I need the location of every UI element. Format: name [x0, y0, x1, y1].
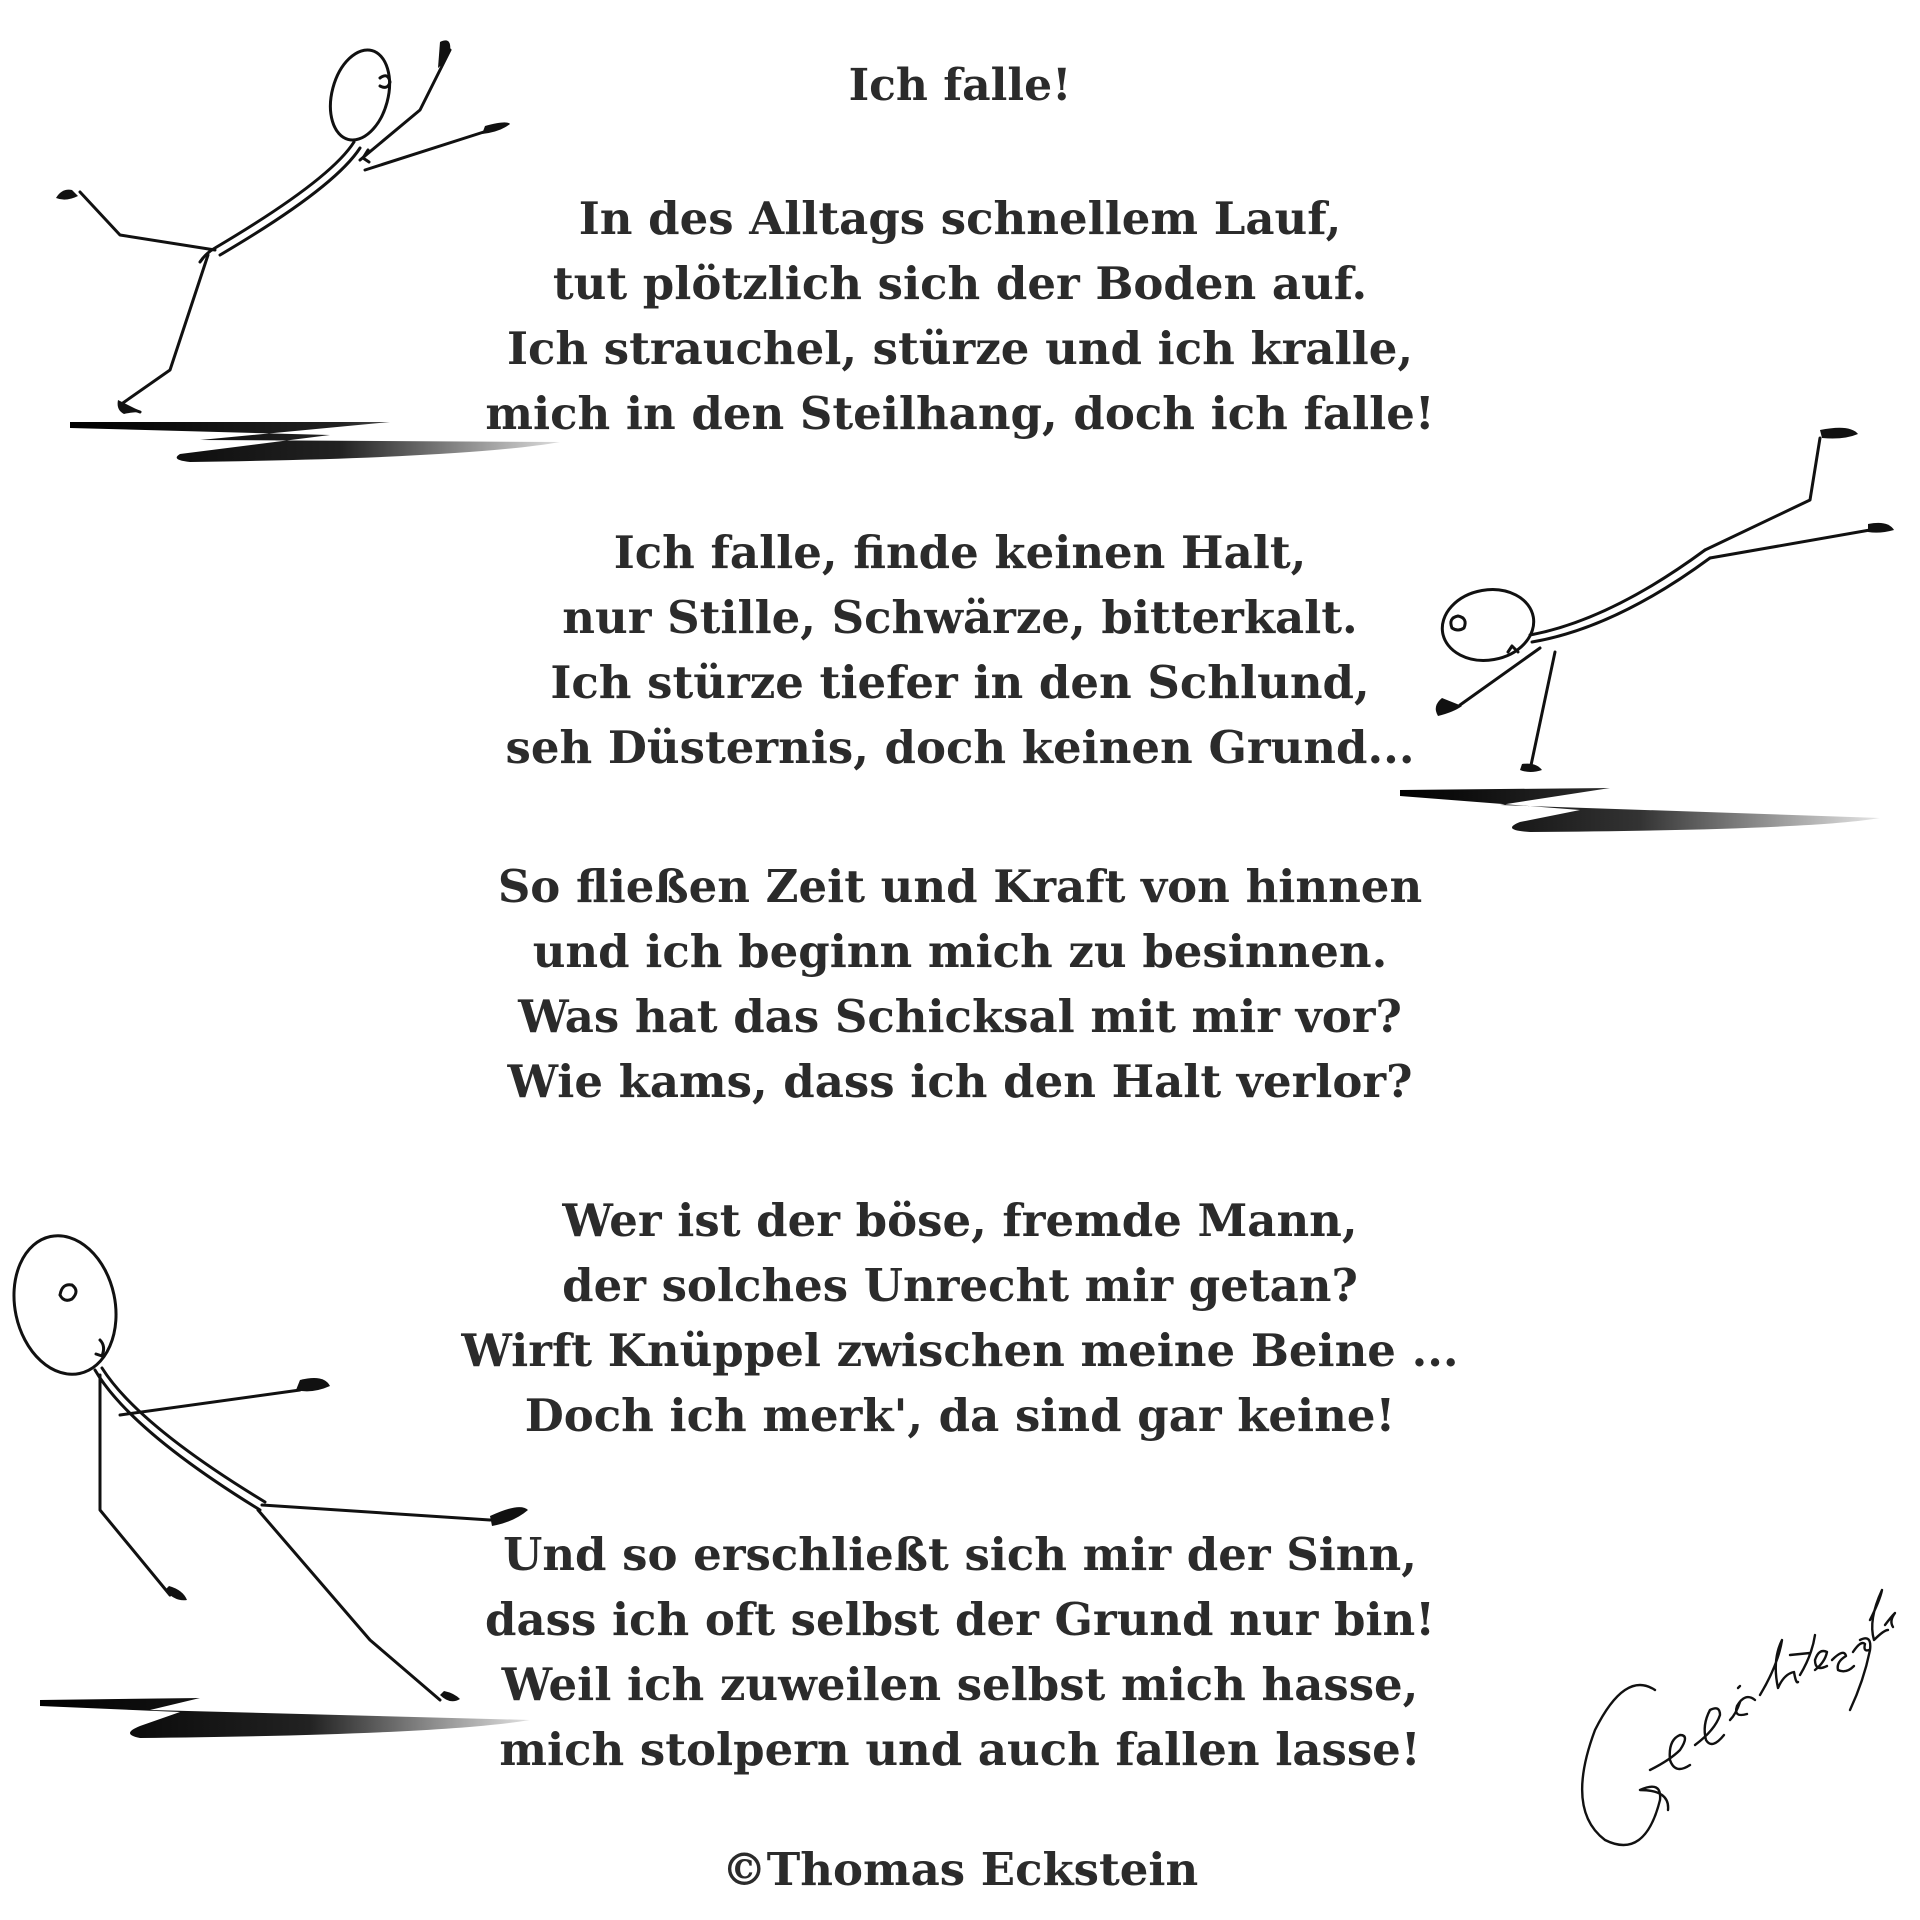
stick-figure-tripping-icon [30, 30, 570, 470]
verse-line: Wirft Knüppel zwischen meine Beine ... [461, 1324, 1459, 1377]
verse-line: Ich falle, finde keinen Halt, [613, 526, 1307, 579]
stanza-3 [0, 854, 1920, 1114]
poem-title: Ich falle! [848, 60, 1072, 111]
verse-line: und ich beginn mich zu besinnen. [532, 925, 1388, 978]
verse-line: mich in den Steilhang, doch ich falle! [485, 387, 1435, 440]
verse-line: nur Stille, Schwärze, bitterkalt. [562, 591, 1358, 644]
stick-figure-falling-icon [1380, 420, 1910, 850]
verse-line: seh Düsternis, doch keinen Grund... [505, 721, 1415, 774]
verse-line: Und so erschließt sich mir der Sinn, [503, 1528, 1417, 1581]
verse-line: Doch ich merk', da sind gar keine! [524, 1389, 1396, 1442]
verse-line: Ich stürze tiefer in den Schlund, [550, 656, 1370, 709]
verse-line: Weil ich zuweilen selbst mich hasse, [501, 1658, 1419, 1711]
verse-line: In des Alltags schnellem Lauf, [578, 192, 1342, 245]
verse-line: Was hat das Schicksal mit mir vor? [518, 990, 1402, 1043]
verse-line: der solches Unrecht mir getan? [562, 1259, 1358, 1312]
verse-line: dass ich oft selbst der Grund nur bin! [485, 1593, 1435, 1646]
verse-line: mich stolpern und auch fallen lasse! [499, 1723, 1421, 1776]
verse-line: Wie kams, dass ich den Halt verlor? [507, 1055, 1413, 1108]
verse-line: tut plötzlich sich der Boden auf. [552, 257, 1368, 310]
copyright-notice: ©Thomas Eckstein [721, 1843, 1199, 1896]
verse-line: Ich strauchel, stürze und ich kralle, [506, 322, 1414, 375]
stick-figure-stumbling-icon [0, 1220, 540, 1780]
verse-line: Wer ist der böse, fremde Mann, [562, 1194, 1358, 1247]
verse-line: So fließen Zeit und Kraft von hinnen [497, 860, 1423, 913]
signature-logo [1560, 1580, 1900, 1880]
